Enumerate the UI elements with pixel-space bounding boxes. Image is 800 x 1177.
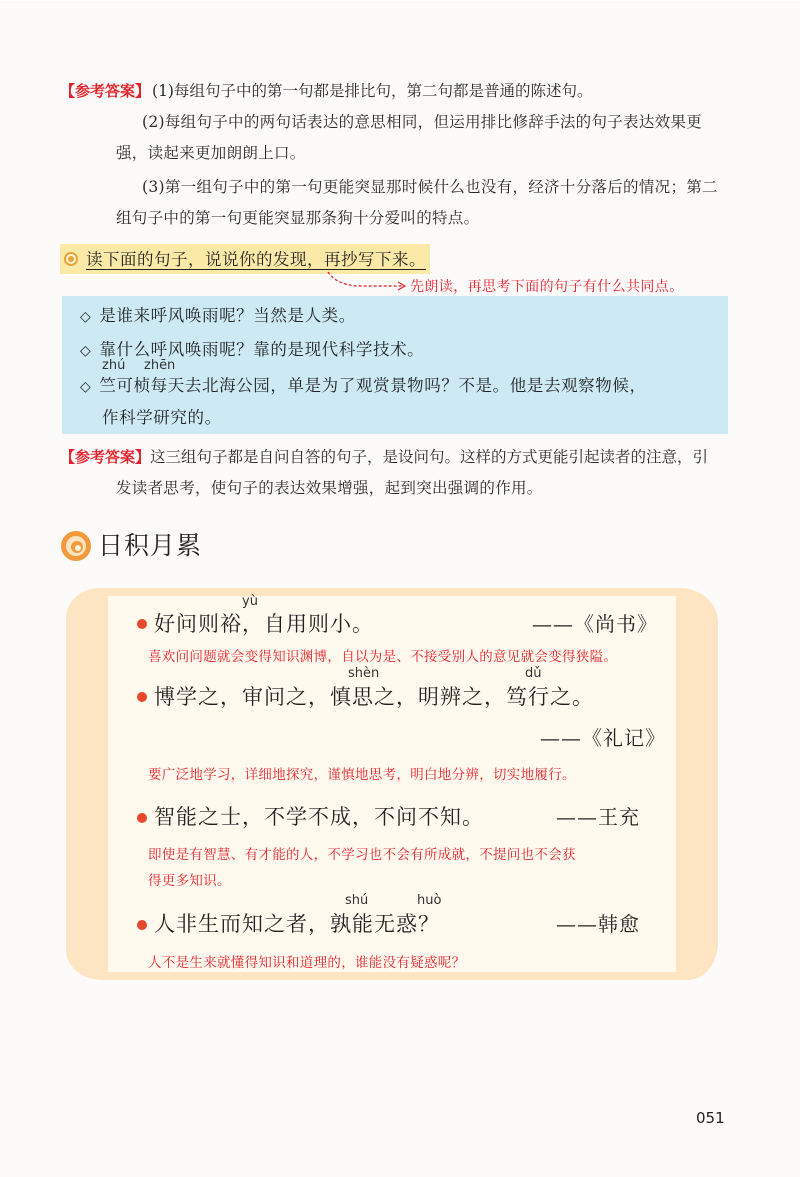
exercise-hint: 先朗读，再思考下面的句子有什么共同点。 — [410, 276, 684, 298]
sun-swirl-icon — [60, 530, 92, 562]
quote-1-explain: 喜欢问问题就会变得知识渊博，自以为是、不接受别人的意见就会变得狭隘。 — [148, 649, 618, 665]
quote-3-text: 智能之士，不学不成，不问不知。 — [154, 805, 484, 829]
answer-1-item-3-cont: 组句子中的第一句更能突显那条狗十分爱叫的特点。 — [116, 209, 480, 227]
quote-3-explain-2: 得更多知识。 — [148, 873, 231, 889]
quote-4-explain: 人不是生来就懂得知识和道理的，谁能没有疑惑呢？ — [148, 955, 466, 971]
section-title: 日积月累 — [98, 531, 203, 560]
quote-1-source: ——《尚书》 — [532, 612, 658, 636]
diamond-bullet-icon: ◇ — [80, 309, 92, 325]
quote-bullet — [137, 920, 147, 930]
answer-1-item-3: (3)第一组句子中的第一句更能突显那时候什么也没有，经济十分落后的情况；第二 — [142, 178, 718, 196]
pinyin-shu: shú — [345, 893, 369, 908]
page-number: 051 — [696, 1109, 725, 1127]
answer-2-line-1: 这三组句子都是自问自答的句子，是设问句。这样的方式更能引起读者的注意，引 — [150, 448, 709, 466]
exercise-title: 读下面的句子，说说你的发现，再抄写下来。 — [86, 250, 426, 269]
circle-bullet-icon — [64, 252, 78, 266]
quote-1-text: 好问则裕，自用则小。 — [154, 612, 374, 636]
quote-2-text: 博学之，审问之，慎思之，明辨之，笃行之。 — [154, 685, 594, 709]
pinyin-du: dǔ — [525, 666, 542, 681]
answer-2-line-2: 发读者思考，使句子的表达效果增强，起到突出强调的作用。 — [116, 479, 543, 497]
answer-1-item-1: (1)每组句子中的第一句都是排比句，第二句都是普通的陈述句。 — [152, 82, 593, 100]
quote-4-source: ——韩愈 — [556, 912, 640, 936]
quote-3-explain-1: 即使是有智慧、有才能的人，不学习也不会有所成就，不提问也不会获 — [148, 847, 576, 863]
sentence-box — [62, 296, 728, 434]
answer-label: 【参考答案】 — [60, 82, 151, 100]
pinyin-zhu: zhú — [102, 358, 126, 373]
answer-1-line-1 — [60, 76, 592, 107]
sentence-2 — [80, 336, 424, 360]
sentence-3-text: 竺可桢每天去北海公园，单是为了观赏景物吗？不是。他是去观察物候， — [99, 376, 647, 395]
pinyin-shen: shèn — [348, 666, 380, 681]
sentence-1 — [80, 302, 356, 326]
page-top-edge — [0, 0, 800, 1]
pinyin-zhen: zhēn — [144, 358, 176, 373]
quote-bullet — [137, 692, 147, 702]
quote-3-source: ——王充 — [556, 805, 640, 829]
dashed-arrow-icon — [326, 270, 406, 292]
answer-1-item-2-cont: 强，读起来更加朗朗上口。 — [116, 144, 306, 162]
pinyin-huo: huò — [417, 893, 442, 908]
sentence-3-cont: 作科学研究的。 — [102, 408, 222, 427]
sentence-1-text: 是谁来呼风唤雨呢？当然是人类。 — [99, 306, 356, 325]
quote-4-text: 人非生而知之者，孰能无惑？ — [154, 912, 440, 936]
sentence-3 — [80, 372, 647, 396]
answer-1-item-2: (2)每组句子中的两句话表达的意思相同，但运用排比修辞手法的句子表达效果更 — [142, 113, 703, 131]
pinyin-yu: yù — [242, 594, 258, 609]
quote-2-explain: 要广泛地学习，详细地探究，谨慎地思考，明白地分辨，切实地履行。 — [148, 767, 576, 783]
quote-2-source: ——《礼记》 — [540, 726, 666, 750]
answer-label: 【参考答案】 — [60, 448, 151, 466]
sentence-2-text: 靠什么呼风唤雨呢？靠的是现代科学技术。 — [99, 340, 425, 359]
quote-bullet — [137, 813, 147, 823]
diamond-bullet-icon: ◇ — [80, 343, 92, 359]
answer-2 — [60, 442, 740, 473]
quote-bullet — [137, 619, 147, 629]
diamond-bullet-icon: ◇ — [80, 379, 92, 395]
